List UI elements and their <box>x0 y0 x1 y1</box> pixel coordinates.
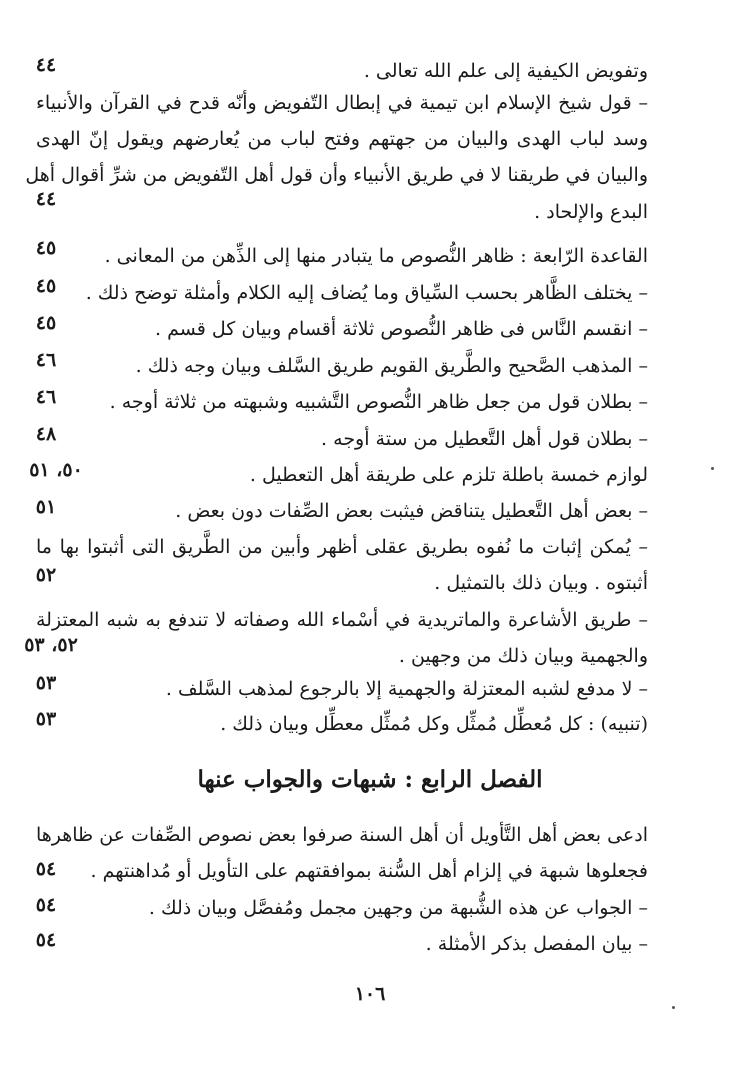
page-reference: ٥٢ <box>35 564 57 586</box>
index-entry: البدع والإلحاد . <box>534 201 648 223</box>
index-entry: – بعض أهل التَّعطيل يتناقض فيثبت بعض الصِّفات دون بعض . <box>175 500 648 522</box>
index-entry: – يختلف الظَّاهر بحسب السِّياق وما يُضاف إليه الكلام وأمثلة توضح ذلك . <box>85 282 648 304</box>
page-reference: ٤٥ <box>35 312 57 334</box>
index-entry: لوازم خمسة باطلة تلزم على طريقة أهل التعطيل . <box>249 464 648 486</box>
index-entry: – طريق الأشاعرة والماتريدية في أسْماء الله وصفاته لا تندفع به شبه المعتزلة <box>36 609 648 631</box>
page-reference: ٥٣ <box>35 672 57 694</box>
page-reference: ٤٤ <box>35 54 57 76</box>
page-reference: ٥٠، ٥١ <box>29 459 83 481</box>
page-reference: ٥٤ <box>35 929 57 951</box>
scan-speck <box>672 1006 675 1009</box>
index-entry: ادعى بعض أهل التَّأويل أن أهل السنة صرفوا بعض نصوص الصِّفات عن ظاهرها <box>35 824 648 846</box>
page-reference: ٤٥ <box>35 275 57 297</box>
index-entry: – الجواب عن هذه الشُّبهة من وجهين مجمل ومُفصَّل وبيان ذلك . <box>148 897 648 919</box>
page-reference: ٥٤ <box>35 858 57 880</box>
chapter-heading: الفصل الرابع : شبهات والجواب عنها <box>197 766 543 793</box>
index-entry: فجعلوها شبهة في إلزام أهل السُّنة بموافقتهم على التأويل أو مُداهنتهم . <box>90 860 648 882</box>
page-reference: ٥٤ <box>35 894 57 916</box>
index-entry: – المذهب الصَّحيح والطَّريق القويم طريق السَّلف وبيان وجه ذلك . <box>135 355 648 377</box>
index-entry: أثبتوه . وبيان ذلك بالتمثيل . <box>434 572 648 594</box>
index-entry: – بيان المفصل بذكر الأمثلة . <box>425 933 648 955</box>
page-reference: ٤٤ <box>35 188 57 210</box>
page-reference: ٤٥ <box>35 237 57 259</box>
index-entry: – بطلان قول أهل التَّعطيل من ستة أوجه . <box>321 428 648 450</box>
index-entry: – لا مدفع لشبه المعتزلة والجهمية إلا بالرجوع لمذهب السَّلف . <box>165 678 648 700</box>
page-reference: ٥٣ <box>35 708 57 730</box>
scan-speck <box>711 467 714 470</box>
index-entry: – انقسم النَّاس فى ظاهر النُّصوص ثلاثة أقسام وبيان كل قسم . <box>155 318 648 340</box>
index-entry: – يُمكن إثبات ما نُفوه بطريق عقلى أظهر وأبين من الطَّريق التى أثبتوا بها ما <box>36 536 648 558</box>
page-reference: ٤٨ <box>35 423 57 445</box>
index-entry: والجهمية وبيان ذلك من وجهين . <box>398 645 648 667</box>
index-entry: القاعدة الرّابعة : ظاهر النُّصوص ما يتبادر منها إلى الذِّهن من المعانى . <box>104 245 648 267</box>
index-entry: وسد لباب الهدى والبيان من جهتهم وفتح لباب من يُعارضهم ويقول إنّ الهدى <box>36 128 648 150</box>
page-number: ١٠٦ <box>354 983 386 1005</box>
index-entry: – بطلان قول من جعل ظاهر النُّصوص التَّشبيه وشبهته من ثلاثة أوجه . <box>109 391 648 413</box>
index-entry: والبيان في طريقنا لا في طريق الأنبياء وأن قول أهل التّفويض من شرِّ أقوال أهل <box>25 164 648 186</box>
index-entry: – قول شيخ الإسلام ابن تيمية في إبطال التّفويض وأنّه قدح في القرآن والأنبياء <box>36 92 648 114</box>
page-reference: ٥١ <box>35 496 57 518</box>
page-reference: ٥٢، ٥٣ <box>24 634 78 656</box>
index-entry: وتفويض الكيفية إلى علم الله تعالى . <box>363 60 648 82</box>
index-entry: (تنبيه) : كل مُعطِّل مُمثِّل وكل مُمثِّل معطِّل وبيان ذلك . <box>220 713 648 735</box>
page-reference: ٤٦ <box>35 349 57 371</box>
page-reference: ٤٦ <box>35 386 57 408</box>
